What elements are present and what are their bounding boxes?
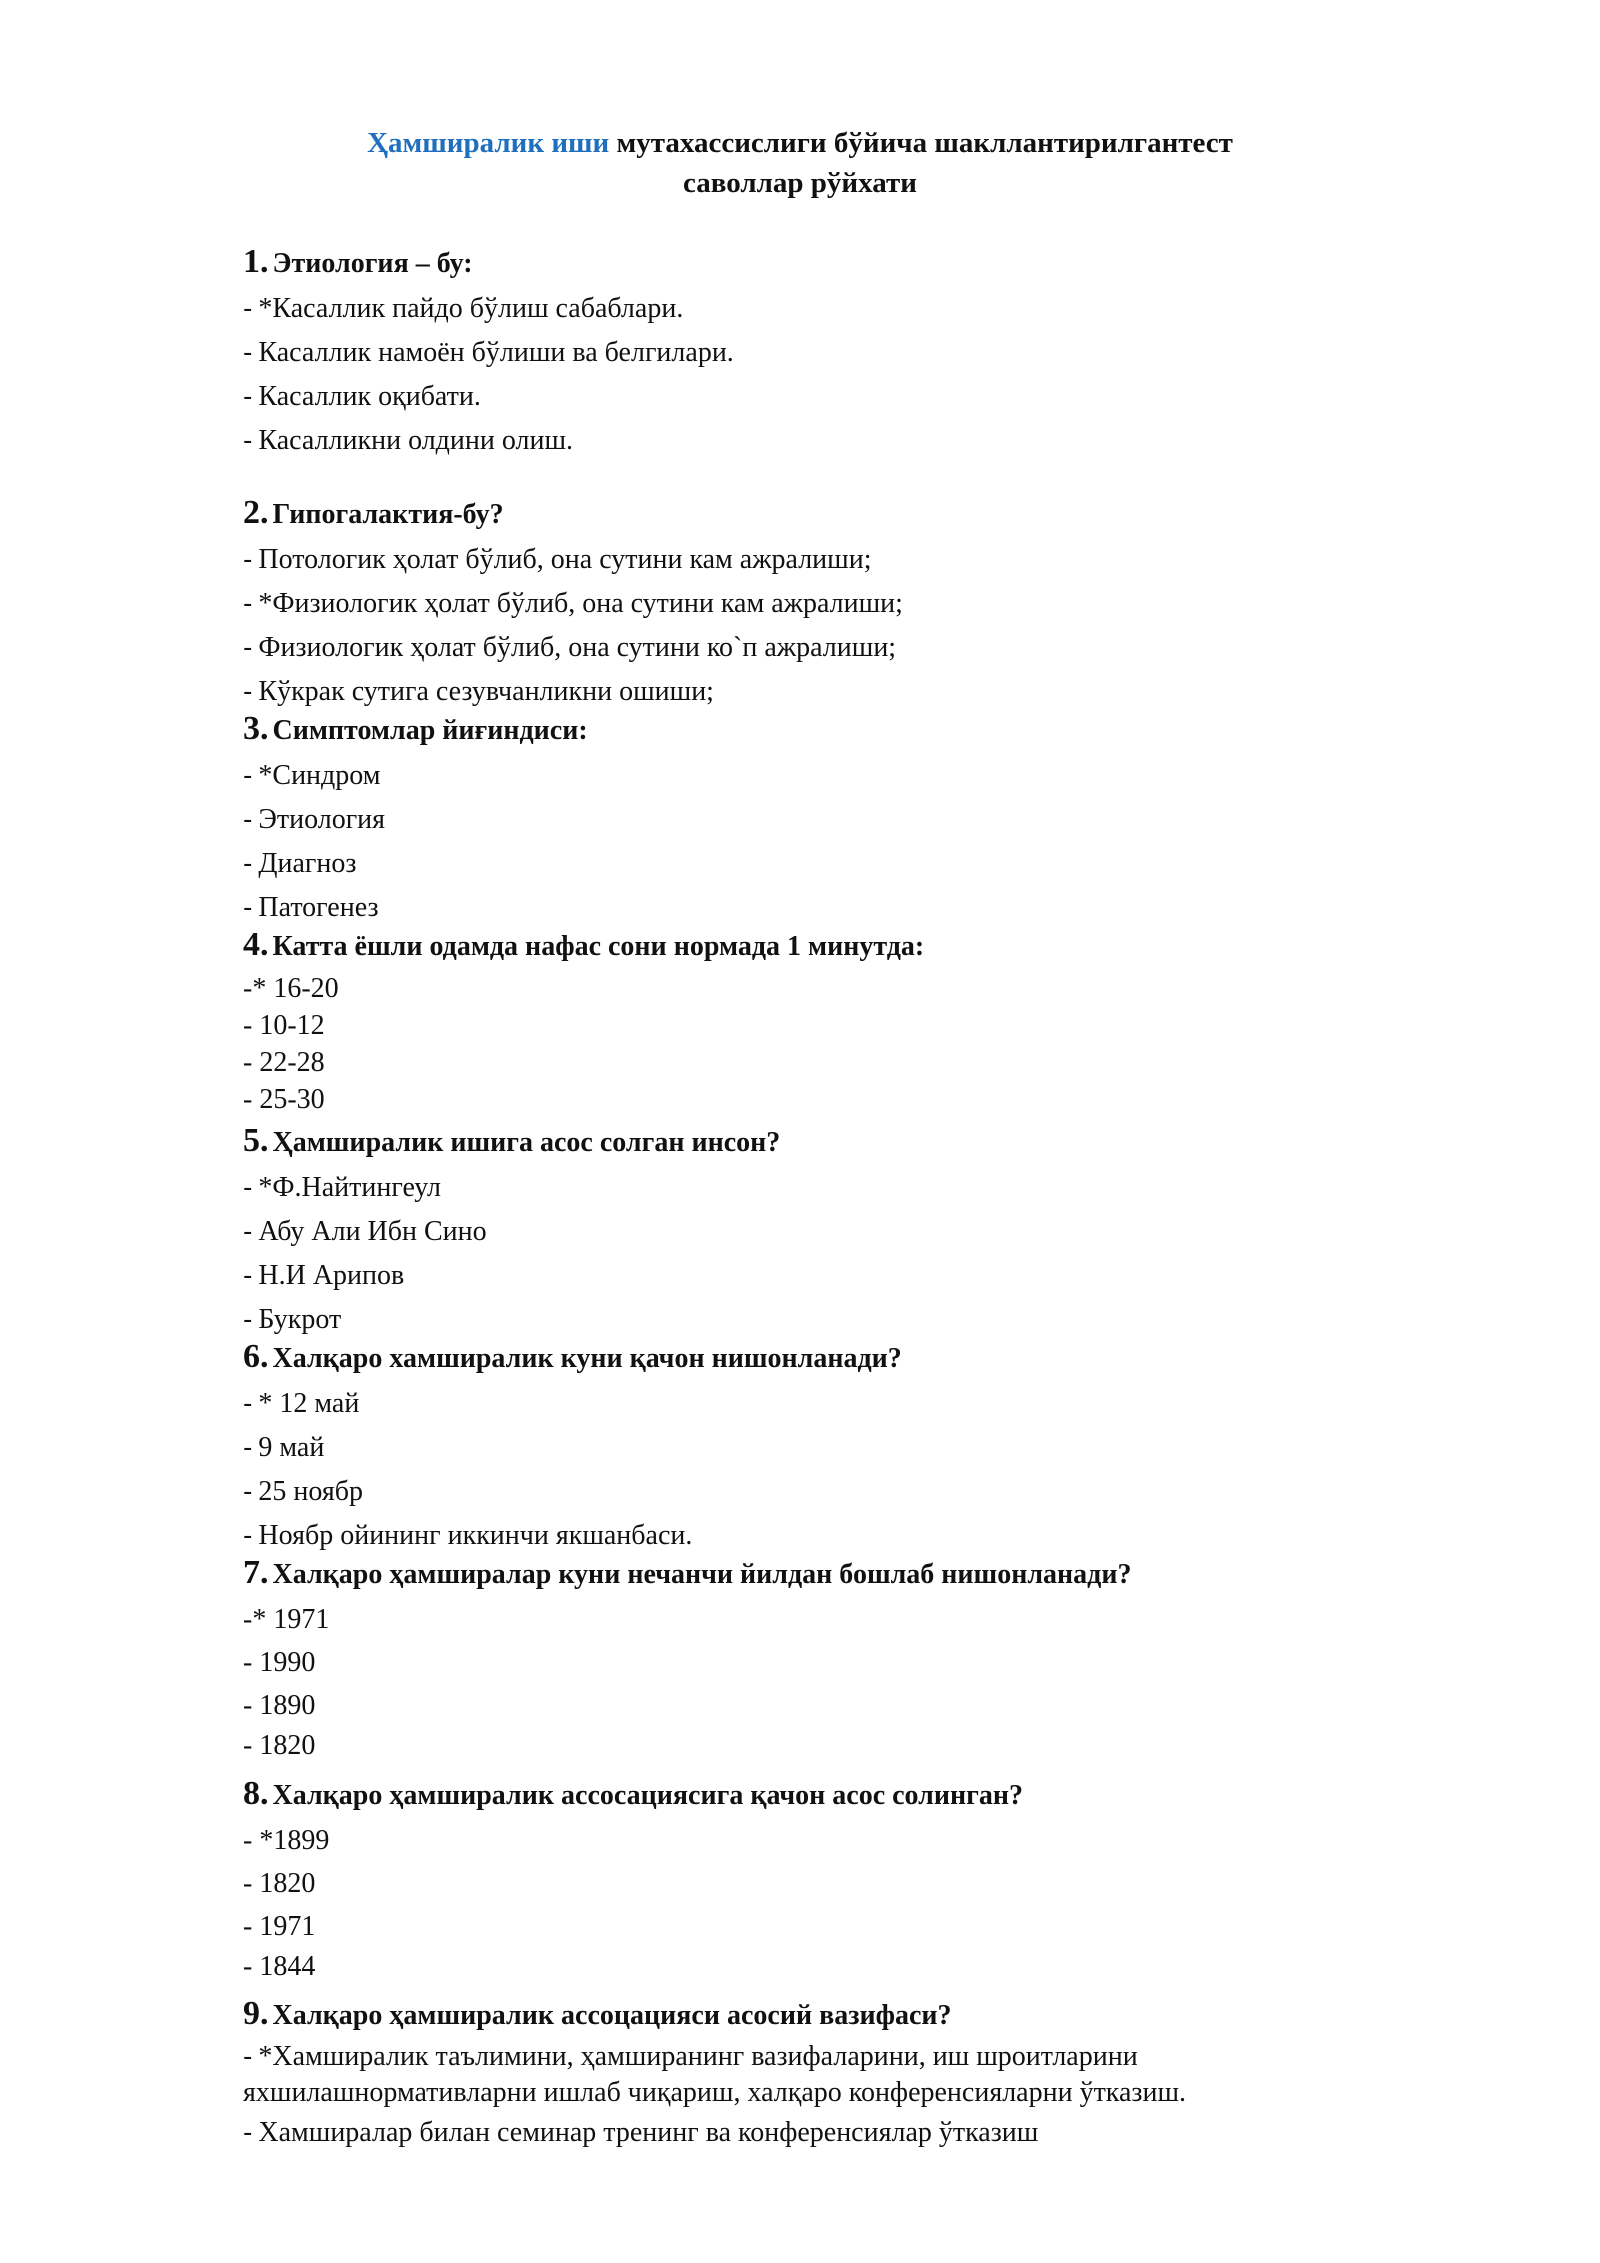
question-heading [243,710,1443,754]
answer-option: - Этиология [243,804,386,835]
answer-option: -* 16-20 [243,973,339,1004]
answer-option: - 1820 [243,1730,316,1761]
title-line-2: саволлар рўйхати [683,167,917,199]
title-highlight: Ҳамширалик иши [367,127,610,159]
question-number: 5. [243,1122,269,1159]
question-number: 6. [243,1338,269,1375]
question-2 [243,494,1443,714]
answer-option: - 10-12 [243,1010,325,1041]
question-text: Халқаро ҳамширалар куни нечанчи йилдан бошлаб нишонланади? [272,1559,1132,1590]
answer-option: - *1899 [243,1825,330,1856]
answer-option: - Физиологик ҳолат бўлиб, она сутини ко`п ажралиши; [243,632,897,663]
answer-option: - Касаллик намоён бўлиши ва белгилари. [243,337,734,368]
answer-option: - 22-28 [243,1047,325,1078]
answer-option: - 1990 [243,1647,316,1678]
answer-option: - Н.И Арипов [243,1260,405,1291]
question-text: Халқаро хамширалик куни қачон нишонланади? [272,1343,902,1374]
answer-option: - 1971 [243,1911,316,1942]
question-text: Ҳамширалик ишига асос солган инсон? [272,1127,781,1158]
answer-option: - Касаллик оқибати. [243,381,481,412]
answer-option: - 1890 [243,1690,316,1721]
question-text: Гипогалактия-бу? [272,499,504,530]
question-text: Этиология – бу: [272,248,473,279]
answer-option: - Ноябр ойининг иккинчи якшанбаси. [243,1520,693,1551]
question-text: Халқаро ҳамширалик ассоцацияси асосий вазифаси? [272,2000,952,2031]
answer-option: - Хамширалар билан семинар тренинг ва конференсиялар ўтказиш [243,2117,1039,2148]
answer-option: - Потологик ҳолат бўлиб, она сутини кам ажралиши; [243,544,872,575]
question-text: Халқаро ҳамширалик ассосациясига қачон асос солинган? [272,1780,1024,1811]
question-heading [243,494,1443,538]
question-7 [243,1554,1443,1764]
answer-option: - *Ф.Найтингеул [243,1172,441,1203]
document-title [0,123,1600,203]
question-text: Катта ёшли одамда нафас сони нормада 1 минутда: [272,931,925,962]
answer-option: -* 1971 [243,1604,330,1635]
question-5 [243,1122,1443,1342]
answer-option: - *Касаллик пайдо бўлиш сабаблари. [243,293,684,324]
question-number: 9. [243,1995,269,2032]
question-heading [243,1554,1443,1598]
answer-option: - 25 ноябр [243,1476,363,1507]
answer-option: - Касалликни олдини олиш. [243,425,574,456]
question-heading [243,1775,1443,1819]
title-line-1 [0,123,1600,163]
answer-option: - 25-30 [243,1084,325,1115]
answer-option: - *Хамширалик таълимини, ҳамширанинг вазифаларини, иш шроитларини яхшилашнормативларни ишлаб чиқариш, халқаро конференсияларни ўтказиш. [243,2041,1187,2108]
answer-option: - Диагноз [243,848,357,879]
answer-option: - * 12 май [243,1388,360,1419]
question-9 [243,1995,1443,2155]
question-heading [243,243,1443,287]
question-6 [243,1338,1443,1558]
question-number: 1. [243,243,269,280]
question-8 [243,1775,1443,1985]
answer-option: - 1844 [243,1951,316,1982]
answer-option: - Абу Али Ибн Сино [243,1216,487,1247]
question-heading [243,1995,1443,2039]
question-number: 4. [243,926,269,963]
question-4 [243,926,1443,1118]
answer-option: - *Физиологик ҳолат бўлиб, она сутини кам ажралиши; [243,588,903,619]
answer-option: - 9 май [243,1432,325,1463]
question-1 [243,243,1443,463]
question-number: 8. [243,1775,269,1812]
question-heading [243,1338,1443,1382]
answer-option: - Кўкрак сутига сезувчанликни ошиши; [243,676,714,707]
answer-option: - *Синдром [243,760,381,791]
title-rest: мутахассислиги бўйича шакллантирилгантест [609,127,1233,159]
question-heading [243,1122,1443,1166]
question-number: 7. [243,1554,269,1591]
answer-option: - Патогенез [243,892,379,923]
answer-option: - 1820 [243,1868,316,1899]
question-number: 3. [243,710,269,747]
question-heading [243,926,1443,970]
answer-option: - Букрот [243,1304,342,1335]
question-3 [243,710,1443,930]
question-number: 2. [243,494,269,531]
question-text: Симптомлар йиғиндиси: [272,715,588,746]
